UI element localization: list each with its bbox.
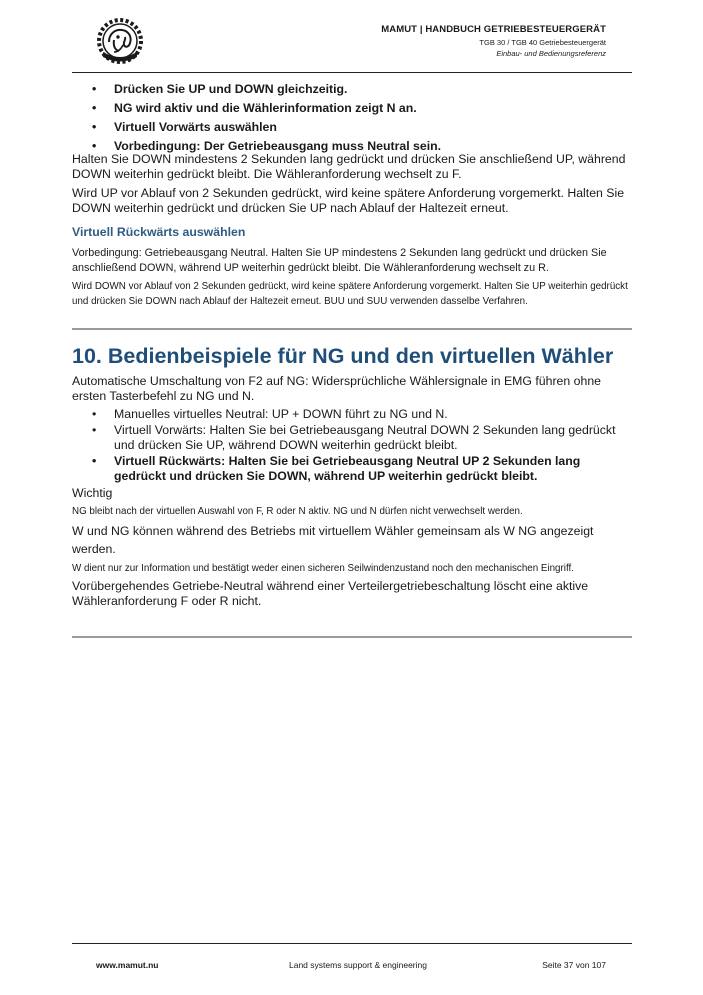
header-title: MAMUT | HANDBUCH GETRIEBESTEUERGERÄT: [381, 24, 606, 35]
list-item: • NG wird aktiv und die Wählerinformation zeigt N an.: [72, 101, 634, 116]
paragraph: Vorbedingung: Getriebeausgang Neutral. Halten Sie UP mindestens 2 Sekunden lang gedrückt und drücken Sie anschließend DOWN, während UP weiterhin gedrückt bleibt. Die Wähleranforderung wechselt zu R.: [72, 247, 607, 274]
page-content: [72, 82, 634, 309]
page-number: Seite 37 von 107: [542, 960, 606, 970]
section-end-divider: [72, 636, 632, 638]
page-header: [72, 14, 632, 72]
footer-center-text: Land systems support & engineering: [289, 960, 427, 970]
section-10: [72, 343, 634, 609]
list-item: • Virtuell Vorwärts auswählen: [72, 120, 634, 135]
header-divider: [72, 72, 632, 73]
bullet-list-2: [72, 407, 634, 484]
footer-website-link[interactable]: www.mamut.nu: [96, 960, 159, 970]
paragraph: Wird DOWN vor Ablauf von 2 Sekunden gedrückt, wird keine spätere Anforderung vorgemerkt. Halten Sie UP weiterhin gedrückt und drücken Sie DOWN nach Ablauf der Haltezeit erneut. BUU und SUU verwenden dasselbe Verfahren.: [72, 281, 628, 307]
paragraph: Vorübergehendes Getriebe-Neutral während einer Verteilergetriebeschaltung löscht eine aktive Wähleranforderung F oder R nicht.: [72, 579, 589, 608]
header-subtitle: TGB 30 / TGB 40 Getriebesteuergerät: [479, 38, 606, 47]
important-label: Wichtig: [72, 486, 113, 500]
footer-divider: [72, 943, 632, 944]
paragraph: W und NG können während des Betriebs mit virtuellem Wähler gemeinsam als W NG angezeigt werden.: [72, 524, 594, 556]
list-item: • Manuelles virtuelles Neutral: UP + DOWN führt zu NG und N.: [72, 407, 634, 422]
paragraph: Halten Sie DOWN mindestens 2 Sekunden lang gedrückt und drücken Sie anschließend UP, während DOWN weiterhin gedrückt bleibt. Die Wähleranforderung wechselt zu F.: [72, 152, 626, 181]
header-subtitle-2: Einbau- und Bedienungsreferenz: [496, 49, 606, 58]
list-item: • Virtuell Vorwärts: Halten Sie bei Getriebeausgang Neutral DOWN 2 Sekunden lang gedrückt und drücken Sie UP, während DOWN weiterhin gedrückt bleibt.: [72, 423, 634, 453]
bullet-list-1: [72, 82, 634, 154]
list-item: • Drücken Sie UP und DOWN gleichzeitig.: [72, 82, 634, 97]
paragraph: NG bleibt nach der virtuellen Auswahl von F, R oder N aktiv. NG und N dürfen nicht verwechselt werden.: [72, 506, 523, 517]
list-item: • Vorbedingung: Der Getriebeausgang muss Neutral sein.: [72, 139, 634, 154]
paragraph: Wird UP vor Ablauf von 2 Sekunden gedrückt, wird keine spätere Anforderung vorgemerkt. Halten Sie DOWN weiterhin gedrückt und drücken Sie UP nach Ablauf der Haltezeit erneut.: [72, 186, 625, 215]
list-item: • Virtuell Rückwärts: Halten Sie bei Getriebeausgang Neutral UP 2 Sekunden lang gedrückt und drücken Sie DOWN, während UP weiterhin gedrückt bleibt.: [72, 454, 634, 484]
mamut-logo: [94, 16, 146, 66]
paragraph: Automatische Umschaltung von F2 auf NG: Widersprüchliche Wählersignale in EMG führen ohne ersten Tasterbefehl zu NG und N.: [72, 374, 602, 403]
subheading: Virtuell Rückwärts auswählen: [72, 225, 246, 239]
paragraph: W dient nur zur Information und bestätigt weder einen sicheren Seilwindenzustand noch den mechanischen Eingriff.: [72, 563, 574, 574]
section-title: 10. Bedienbeispiele für NG und den virtuellen Wähler: [72, 344, 614, 368]
section-divider: [72, 328, 632, 330]
header-text: [381, 24, 606, 58]
